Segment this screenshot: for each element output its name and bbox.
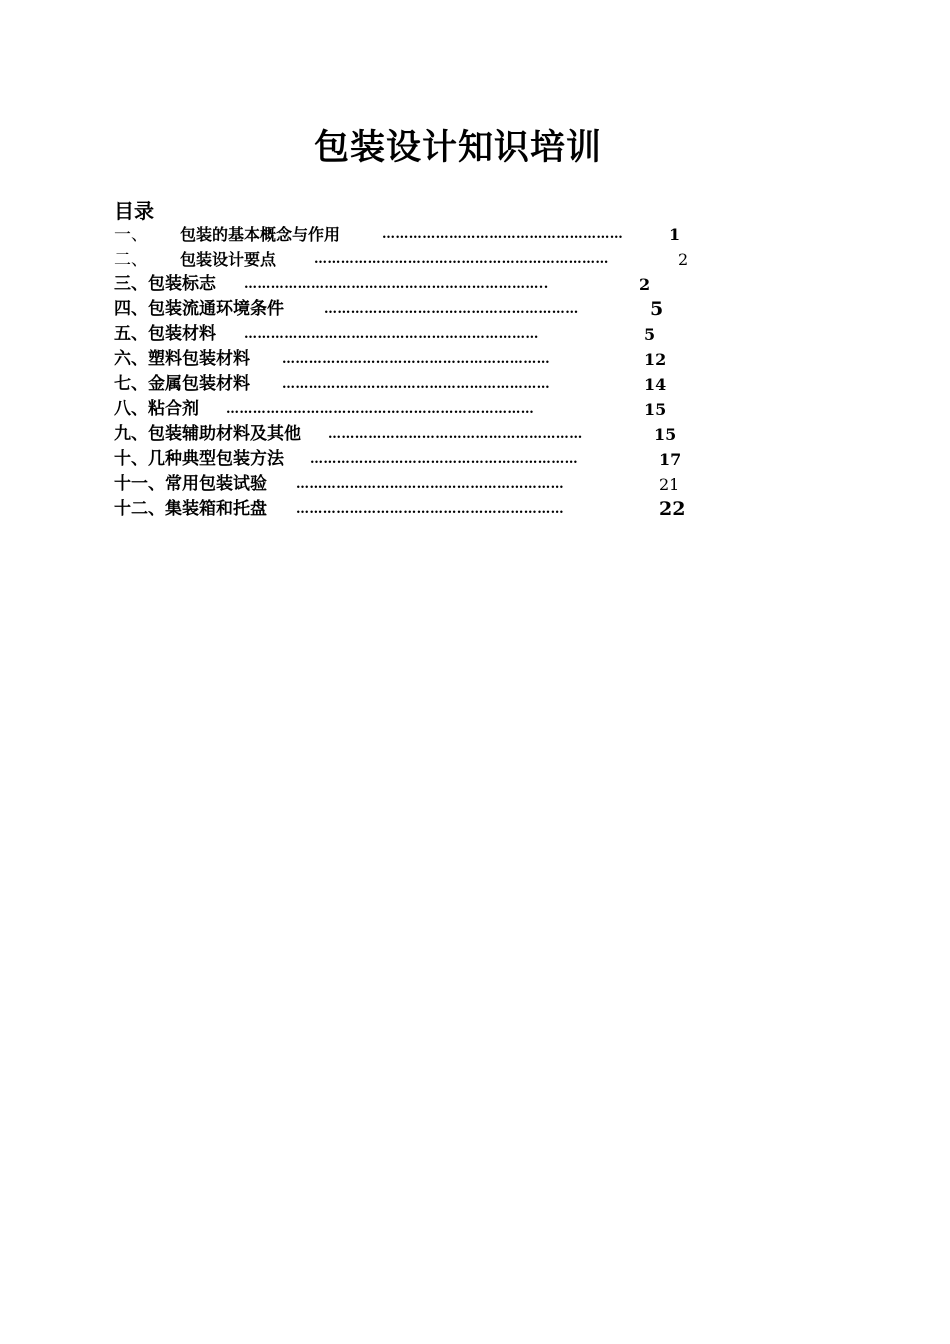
- toc-page-number: 22: [659, 498, 686, 520]
- toc-leader-dots: ……………………………………………………: [282, 377, 550, 392]
- toc-leader-dots: ……………………………………………………: [296, 477, 564, 492]
- toc-entry-label: 十二、集装箱和托盘: [114, 499, 267, 519]
- toc-page-number: 5: [650, 298, 664, 320]
- toc-leader-dots: …………………………………………………………: [314, 252, 609, 267]
- toc-entry[interactable]: [114, 247, 694, 272]
- toc-heading: 目录: [114, 199, 154, 223]
- table-of-contents: [114, 222, 694, 522]
- toc-entry[interactable]: [114, 322, 694, 347]
- document-title: 包装设计知识培训: [313, 128, 602, 168]
- toc-entry[interactable]: [114, 497, 694, 522]
- toc-page-number: 15: [644, 400, 667, 419]
- toc-page-number: 1: [669, 225, 681, 244]
- toc-leader-dots: ……………………………………………………: [310, 452, 578, 467]
- toc-entry-label: 五、包装材料: [114, 324, 216, 344]
- toc-page-number: 15: [654, 425, 677, 444]
- toc-entry[interactable]: [114, 272, 694, 297]
- toc-entry-label: 九、包装辅助材料及其他: [114, 424, 301, 444]
- toc-entry[interactable]: [114, 422, 694, 447]
- toc-entry-label: 四、包装流通环境条件: [114, 299, 284, 319]
- toc-leader-dots: ……………………………………………………………: [226, 402, 535, 417]
- toc-entry[interactable]: [114, 347, 694, 372]
- toc-leader-dots: ………………………………………………: [382, 227, 624, 242]
- toc-leader-dots: …………………………………………………: [328, 427, 583, 442]
- toc-entry-label: 十一、常用包装试验: [114, 474, 267, 494]
- toc-page-number: 12: [644, 350, 667, 369]
- toc-entry[interactable]: [114, 472, 694, 497]
- toc-page-number: 2: [678, 250, 689, 269]
- toc-entry-label: 一、 包装的基本概念与作用: [114, 225, 341, 245]
- toc-entry-label: 七、金属包装材料: [114, 374, 250, 394]
- toc-leader-dots: …………………………………………………………..: [244, 277, 549, 292]
- toc-entry[interactable]: [114, 222, 694, 247]
- toc-entry-label: 二、 包装设计要点: [114, 250, 277, 270]
- toc-leader-dots: ……………………………………………………: [282, 352, 550, 367]
- toc-leader-dots: ……………………………………………………: [296, 502, 564, 517]
- toc-entry[interactable]: [114, 447, 694, 472]
- toc-entry[interactable]: [114, 397, 694, 422]
- toc-page-number: 17: [659, 450, 682, 469]
- toc-leader-dots: …………………………………………………………: [244, 327, 539, 342]
- toc-page-number: 14: [644, 375, 667, 394]
- toc-page-number: 21: [659, 475, 680, 494]
- toc-page-number: 2: [639, 275, 651, 294]
- toc-entry[interactable]: [114, 372, 694, 397]
- toc-leader-dots: …………………………………………………: [324, 302, 579, 317]
- toc-entry-label: 六、塑料包装材料: [114, 349, 250, 369]
- toc-entry-label: 八、粘合剂: [114, 399, 199, 419]
- toc-entry-label: 十、几种典型包装方法: [114, 449, 284, 469]
- toc-entry[interactable]: [114, 297, 694, 322]
- toc-entry-label: 三、包装标志: [114, 274, 216, 294]
- toc-page-number: 5: [644, 325, 656, 344]
